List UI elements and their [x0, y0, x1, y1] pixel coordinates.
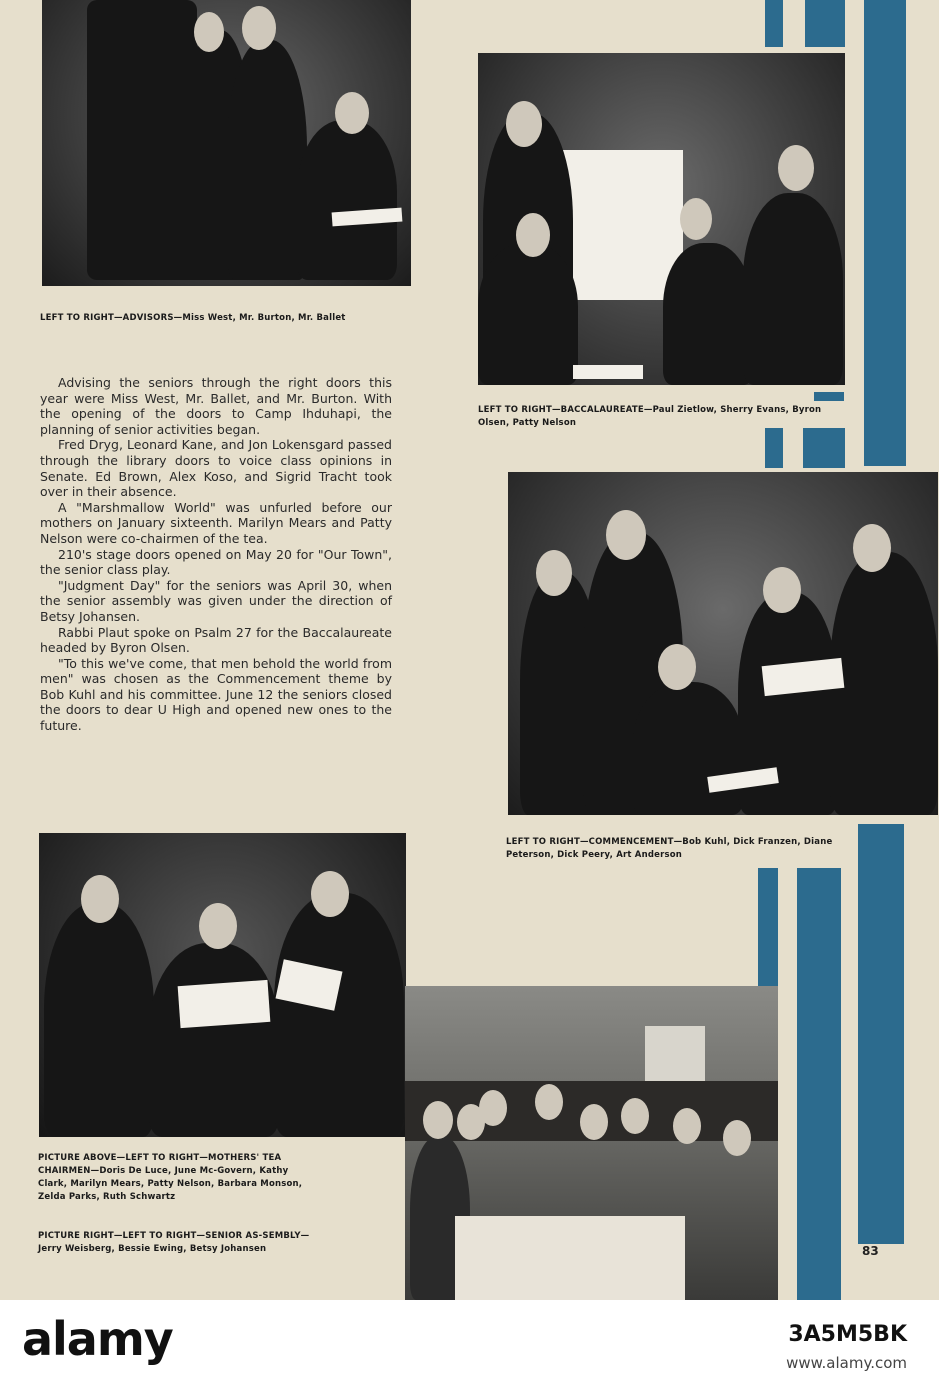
advisors-caption: LEFT TO RIGHT—ADVISORS—Miss West, Mr. Burton, Mr. Ballet	[40, 313, 346, 323]
mothers-tea-photo	[405, 986, 778, 1300]
senior-assembly-photo	[39, 833, 406, 1137]
accent-bar	[858, 824, 904, 1244]
accent-bar	[864, 0, 906, 466]
paragraph-commencement: "To this we've come, that men behold the world from men" was chosen as the Commencement theme by Bob Kuhl and his committee. June 12 the seniors closed the doors to dear U High and opened new ones to the future.	[40, 655, 392, 734]
site-url[interactable]: www.alamy.com	[786, 1354, 907, 1372]
commencement-photo	[508, 472, 938, 815]
accent-bar	[765, 0, 783, 47]
paragraph-tea: A "Marshmallow World" was unfurled before our mothers on January sixteenth. Marilyn Mears and Patty Nelson were co-chairmen of the tea.	[40, 499, 392, 546]
image-id: 3A5M5BK	[788, 1322, 907, 1347]
paragraph-advisors: Advising the seniors through the right doors this year were Miss West, Mr. Ballet, and Mr. Burton. With the opening of the doors to Camp Ihduhapi, the planning of senior activities began.	[40, 375, 392, 437]
paragraph-class-play: 210's stage doors opened on May 20 for "Our Town", the senior class play.	[40, 546, 392, 578]
accent-bar	[803, 428, 845, 468]
senior-assembly-caption: PICTURE RIGHT—LEFT TO RIGHT—SENIOR AS-SEMBLY—Jerry Weisberg, Bessie Ewing, Betsy Johansen	[38, 1231, 310, 1254]
baccalaureate-caption: LEFT TO RIGHT—BACCALAUREATE—Paul Zietlow, Sherry Evans, Byron Olsen, Patty Nelson	[478, 405, 822, 428]
advisors-photo	[42, 0, 411, 286]
commencement-caption: LEFT TO RIGHT—COMMENCEMENT—Bob Kuhl, Dick Franzen, Diane Peterson, Dick Peery, Art Anderson	[506, 837, 833, 860]
accent-bar	[765, 428, 783, 468]
body-text	[40, 375, 392, 734]
baccalaureate-photo	[478, 53, 845, 385]
mothers-tea-caption: PICTURE ABOVE—LEFT TO RIGHT—MOTHERS' TEA CHAIRMEN—Doris De Luce, June Mc-Govern, Kathy Clark, Marilyn Mears, Patty Nelson, Barbara Monson, Zelda Parks, Ruth Schwartz	[38, 1153, 303, 1202]
paragraph-assembly: "Judgment Day" for the seniors was April 30, when the senior assembly was given under the direction of Betsy Johansen.	[40, 577, 392, 624]
accent-bar	[805, 0, 845, 47]
paragraph-senate: Fred Dryg, Leonard Kane, and Jon Lokensgard passed through the library doors to voice class opinions in Senate. Ed Brown, Alex Koso, and Sigrid Tracht took over in their absence.	[40, 437, 392, 500]
paragraph-baccalaureate: Rabbi Plaut spoke on Psalm 27 for the Baccalaureate headed by Byron Olsen.	[40, 624, 392, 656]
accent-bar	[814, 392, 844, 401]
accent-bar	[797, 868, 841, 1300]
brand-logo: alamy	[22, 1312, 173, 1366]
page-number: 83	[862, 1244, 879, 1258]
accent-bar	[758, 868, 778, 986]
